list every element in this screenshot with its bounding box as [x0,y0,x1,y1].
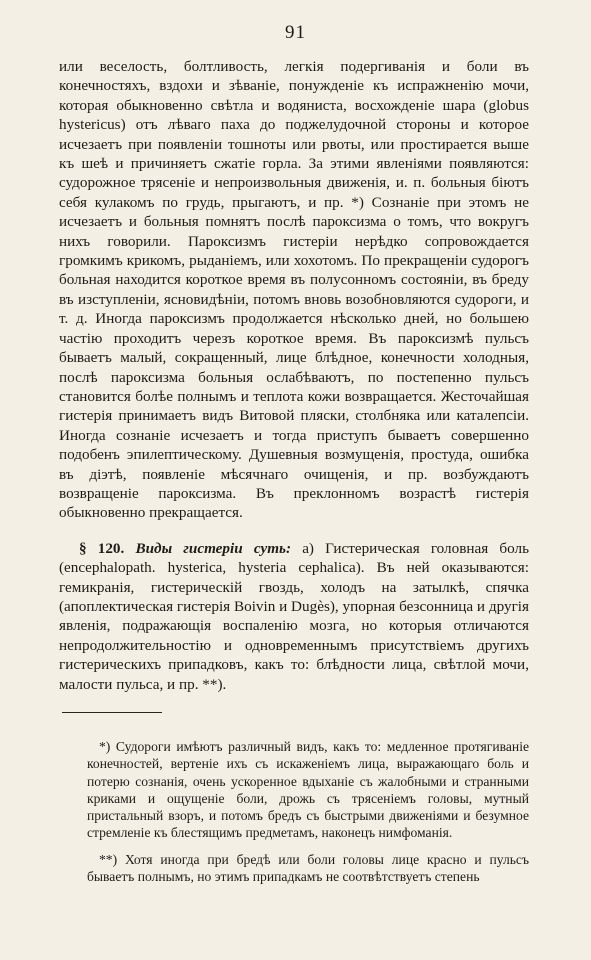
footnote-divider [62,712,162,713]
page-number: 91 [285,22,306,43]
footnotes [87,738,529,885]
main-text [59,57,529,694]
footnote: *) Судороги имѣютъ различный видъ, какъ то: медленное протягиваніе конечностей, вертеніе ихъ съ искаженіемъ лица, выражающаго боль и потерю сознанія, очень ускоренное вдыханіе съ жалобными и странными криками и ощущеніе боли, дрожь съ трясеніемъ головы, мутный пристальный взоръ, и потомъ бредъ съ быстрыми движеніями и безумное стремленіе къ блестящимъ предметамъ, наконецъ нимфоманія. [87,739,529,841]
section-title: Виды гистеріи суть: [135,539,292,557]
footnote: **) Хотя иногда при бредѣ или боли головы лице красно и пульсъ бываетъ полнымъ, но этимъ припадкамъ не соотвѣтствуетъ степень [87,851,529,885]
section-text: а) Гистерическая головная боль (encephalopath. hysterica, hysteria cephalica). Въ ней оказываются: гемикранія, гистерическій гвоздь, холодъ на затылкѣ, спячка (апоплектическая гистерія Boivin и Dugès), упорная безсонница и другія явленія, подражающія воспаленію мозга, но которыя отличаются непродолжительностію и одновременнымъ присутствіемъ другихъ гистерическихъ припадковъ, какъ то: блѣдности лица, свѣтлой мочи, малости пульса, и пр. **). [59,539,530,693]
section-number: § 120. [79,539,125,557]
paragraph: или веселость, болтливость, легкія подергиванія и боли въ конечностяхъ, вздохи и зѣваніе, понужденіе къ испражненію мочи, которая обыкновенно свѣтла и водяниста, восхожденіе шара (globus hystericus) отъ лѣваго паха до поджелудочной стороны и которое исчезаетъ при появленіи тошноты или рвоты, или простирается выше къ шеѣ и причиняетъ сжатіе горла. За этими явленіями появляются: судорожное трясеніе и непроизвольныя движенія, и. п. больныя біютъ себя кулакомъ по грудь, прыгаютъ, и пр. *) Сознаніе при этомъ не исчезаетъ и больныя помнятъ послѣ пароксизма о томъ, что вокругъ нихъ говорили. Пароксизмъ гистеріи нерѣдко сопровождается громкимъ крикомъ, рыданіемъ, или хохотомъ. По прекращеніи судорогъ больная находится короткое время въ полусонномъ состояніи, въ бреду въ изступленіи, ясновидѣніи, потомъ вновь возобновляются судороги, и т. д. Иногда пароксизмъ продолжается нѣсколько дней, но большею частію проходитъ черезъ короткое время. Въ пароксизмѣ пульсъ бываетъ малый, сокращенный, лице блѣдное, конечности холодныя, послѣ пароксизма больныя ослабѣваютъ, по постепенно пульсъ становится болѣе полнымъ и теплота кожи возвращается. Жесточайшая гистерія принимаетъ видъ Витовой пляски, столбняка или каталепсіи. Иногда сознаніе исчезаетъ и тогда приступъ бываетъ совершенно подобенъ эпилептическому. Душевныя возмущенія, простуда, ошибка въ діэтѣ, появленіе мѣсячнаго очищенія, и пр. возбуждаютъ возвращеніе пароксизма. Въ преклонномъ возрастѣ гистерія обыкновенно прекращается. [59,58,529,522]
section-paragraph [59,539,529,694]
